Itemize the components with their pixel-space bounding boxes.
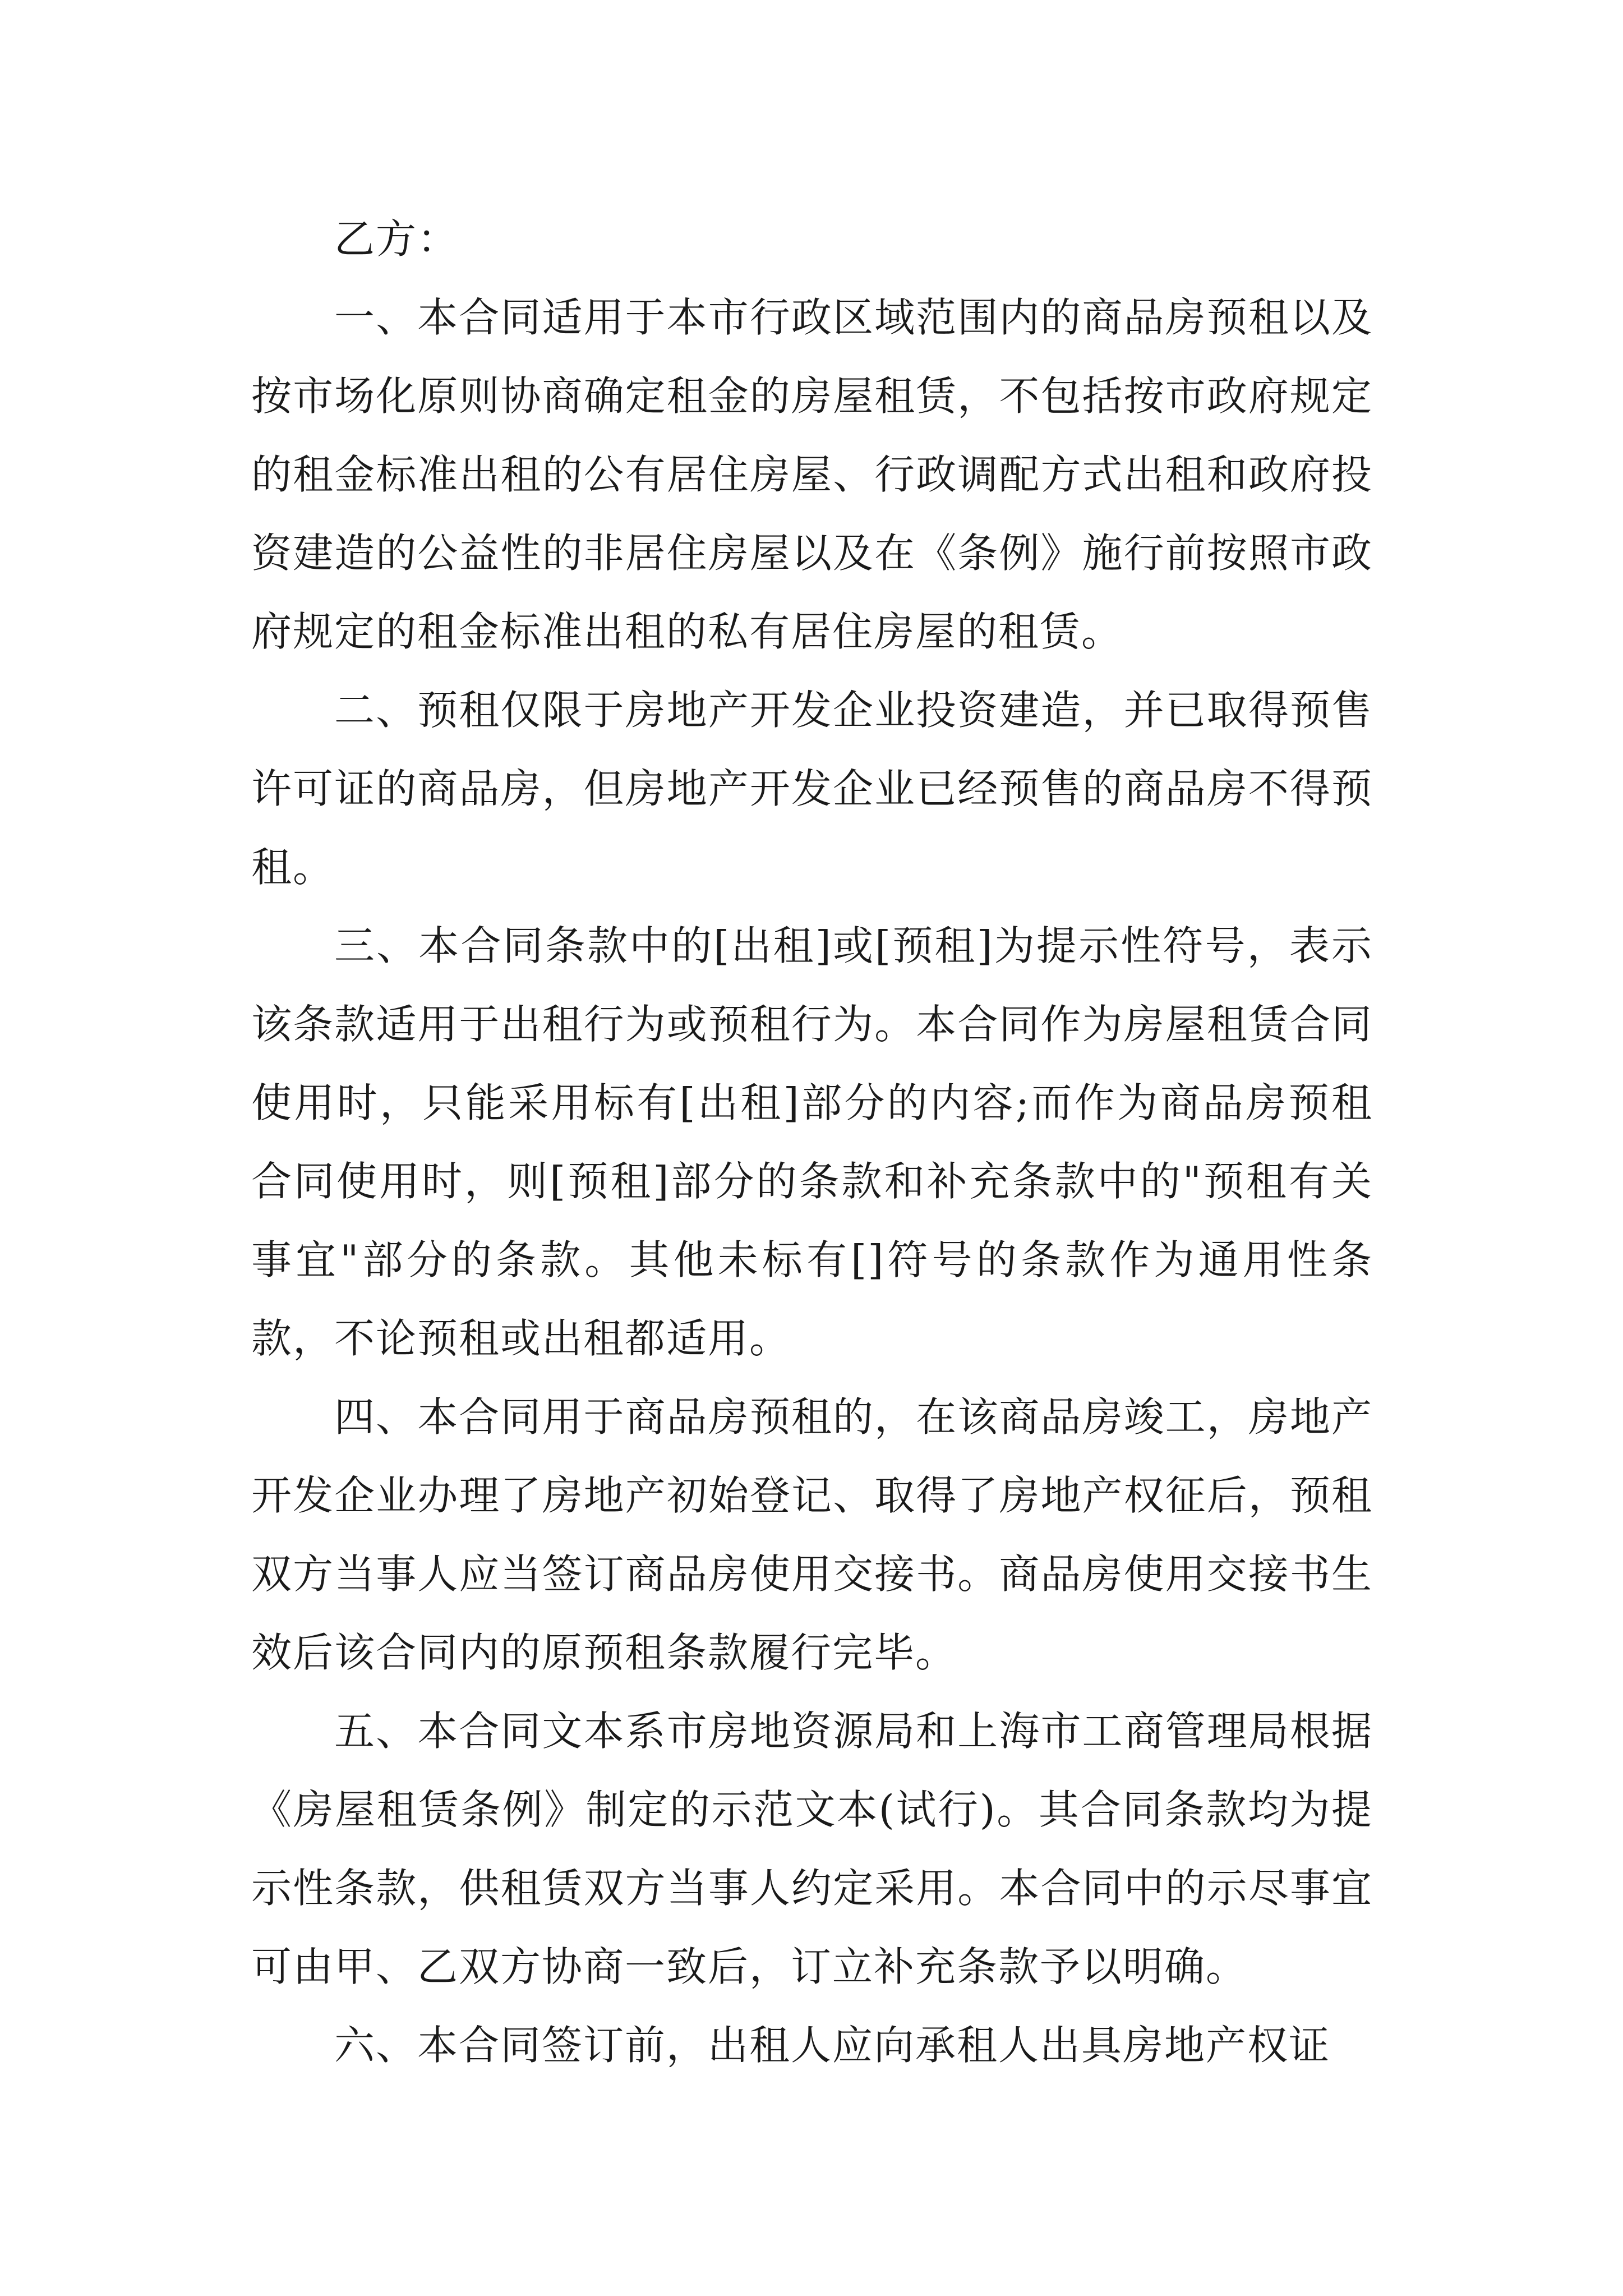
clause-2: 二、预租仅限于房地产开发企业投资建造，并已取得预售许可证的商品房，但房地产开发企业已经预售的商品房不得预租。 bbox=[251, 687, 1373, 891]
clause-4: 四、本合同用于商品房预租的，在该商品房竣工，房地产开发企业办理了房地产初始登记、取得了房地产权征后，预租双方当事人应当签订商品房使用交接书。商品房使用交接书生效后该合同内的原预租条款履行完毕。 bbox=[251, 1393, 1373, 1676]
clause-5: 五、本合同文本系市房地资源局和上海市工商管理局根据《房屋租赁条例》制定的示范文本(试行)。其合同条款均为提示性条款，供租赁双方当事人约定采用。本合同中的示尽事宜可由甲、乙双方协商一致后，订立补充条款予以明确。 bbox=[251, 1708, 1373, 1990]
party-b-line: 乙方： bbox=[334, 215, 459, 263]
document-body bbox=[251, 200, 1373, 2085]
clause-6: 六、本合同签订前，出租人应向承租人出具房地产权证 bbox=[334, 2022, 1331, 2069]
clause-1: 一、本合同适用于本市行政区域范围内的商品房预租以及按市场化原则协商确定租金的房屋租赁，不包括按市政府规定的租金标准出租的公有居住房屋、行政调配方式出租和政府投资建造的公益性的非居住房屋以及在《条例》施行前按照市政府规定的租金标准出租的私有居住房屋的租赁。 bbox=[251, 294, 1373, 655]
clause-3: 三、本合同条款中的[出租]或[预租]为提示性符号，表示该条款适用于出租行为或预租行为。本合同作为房屋租赁合同使用时，只能采用标有[出租]部分的内容;而作为商品房预租合同使用时，则[预租]部分的条款和补充条款中的"预租有关事宜"部分的条款。其他未标有[]符号的条款作为通用性条款，不论预租或出租都适用。 bbox=[251, 922, 1373, 1362]
